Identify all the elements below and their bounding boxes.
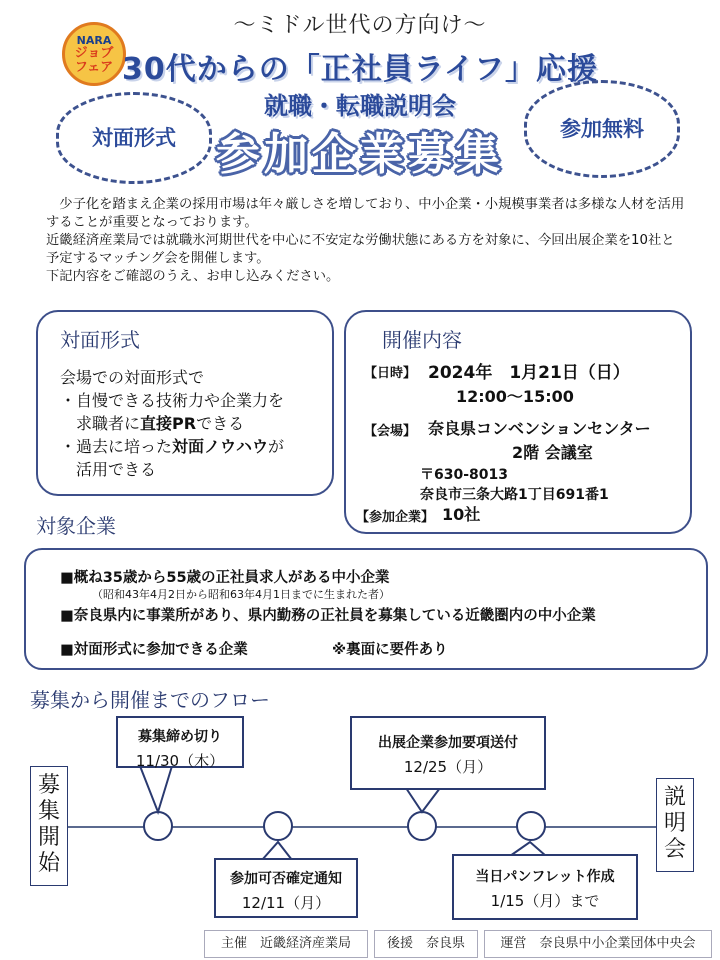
target-item: ■対面形式に参加できる企業 bbox=[60, 642, 248, 658]
flow-step-title: 参加可否確定通知 bbox=[230, 871, 342, 887]
venue-address: 奈良市三条大路1丁目691番1 bbox=[420, 487, 609, 503]
format-text: できる bbox=[196, 414, 245, 433]
format-line: 会場での対面形式で bbox=[60, 368, 205, 387]
event-subtitle: 〜ミドル世代の方向け〜 bbox=[233, 13, 487, 38]
target-item: ■奈良県内に事業所があり、県内勤務の正社員を募集している近畿圏内の中小企業 bbox=[60, 608, 596, 624]
target-heading: 対象企業 bbox=[36, 514, 116, 538]
footer-host: 主催 近畿経済産業局 bbox=[204, 930, 368, 958]
venue-label: 【会場】 bbox=[364, 424, 417, 439]
target-item: ■概ね35歳から55歳の正社員求人がある中小企業 bbox=[60, 570, 390, 586]
flow-step-title: 募集締め切り bbox=[138, 729, 222, 745]
format-bold-text: 直接PR bbox=[140, 414, 197, 433]
flow-step-title: 出展企業参加要項送付 bbox=[378, 735, 518, 751]
venue-postal-code: 〒630-8013 bbox=[420, 467, 508, 483]
flow-step-notification bbox=[214, 858, 358, 918]
date-value: 2024年 1月21日（日） bbox=[428, 363, 630, 383]
flow-step-date: 11/30（木） bbox=[135, 752, 225, 770]
in-person-badge-label: 対面形式 bbox=[92, 126, 176, 150]
flow-step-pamphlet bbox=[452, 854, 638, 920]
recruit-title: 参加企業募集 bbox=[216, 129, 504, 180]
intro-paragraph: 下記内容をご確認のうえ、お申し込みください。 bbox=[46, 269, 340, 284]
flow-step-date: 1/15（月）まで bbox=[490, 892, 600, 910]
logo-text-job: ジョブ bbox=[74, 46, 114, 61]
flow-step-deadline bbox=[116, 716, 244, 768]
format-line: ・自慢できる技術力や企業力を bbox=[60, 391, 285, 410]
footer-support: 後援 奈良県 bbox=[374, 930, 478, 958]
flow-step-date: 12/11（月） bbox=[241, 894, 331, 912]
venue-room: 2階 会議室 bbox=[512, 443, 593, 462]
flow-end-label: 説 明 会 bbox=[656, 778, 694, 872]
flow-step-guidelines bbox=[350, 716, 546, 790]
target-item-note: （昭和43年4月2日から昭和63年4月1日までに生まれた者） bbox=[92, 588, 390, 601]
format-text: が bbox=[268, 437, 285, 456]
free-participation-badge-label: 参加無料 bbox=[560, 117, 644, 141]
flow-step-date: 12/25（月） bbox=[403, 758, 493, 776]
event-type-title: 就職・転職説明会 bbox=[264, 92, 456, 120]
format-bold-text: 対面ノウハウ bbox=[172, 437, 269, 456]
intro-paragraph: 近畿経済産業局では就職氷河期世代を中心に不安定な労働状態にある方を対象に、今回出展企業を10社と予定するマッチング会を開催します。 bbox=[46, 233, 675, 266]
format-line: 活用できる bbox=[76, 460, 157, 479]
intro-p1: 少子化を踏まえ企業の採用市場は年々厳しさを増しており、中小企業・小規模事業者は多様な人材を活用することが重要となっております。 bbox=[46, 197, 685, 230]
event-details-heading: 開催内容 bbox=[382, 328, 462, 352]
logo-text-nara: NARA bbox=[76, 34, 112, 47]
companies-label: 【参加企業】 bbox=[356, 510, 435, 525]
time-value: 12:00〜15:00 bbox=[456, 387, 574, 406]
format-text: 求職者に bbox=[76, 414, 141, 433]
main-title: 30代からの「正社員ライフ」応援 bbox=[122, 52, 598, 87]
companies-value: 10社 bbox=[442, 505, 481, 524]
footer-operator: 運営 奈良県中小企業団体中央会 bbox=[484, 930, 712, 958]
date-label: 【日時】 bbox=[364, 366, 417, 381]
format-text: ・過去に培った bbox=[60, 437, 173, 456]
target-item-note: ※裏面に要件あり bbox=[332, 642, 448, 658]
logo-text-fair: フェア bbox=[74, 60, 114, 75]
flow-heading: 募集から開催までのフロー bbox=[30, 688, 270, 712]
flow-start-label: 募 集 開 始 bbox=[30, 766, 68, 886]
venue-name: 奈良県コンベンションセンター bbox=[428, 419, 651, 438]
format-heading: 対面形式 bbox=[60, 328, 140, 352]
flow-step-title: 当日パンフレット作成 bbox=[475, 869, 615, 885]
